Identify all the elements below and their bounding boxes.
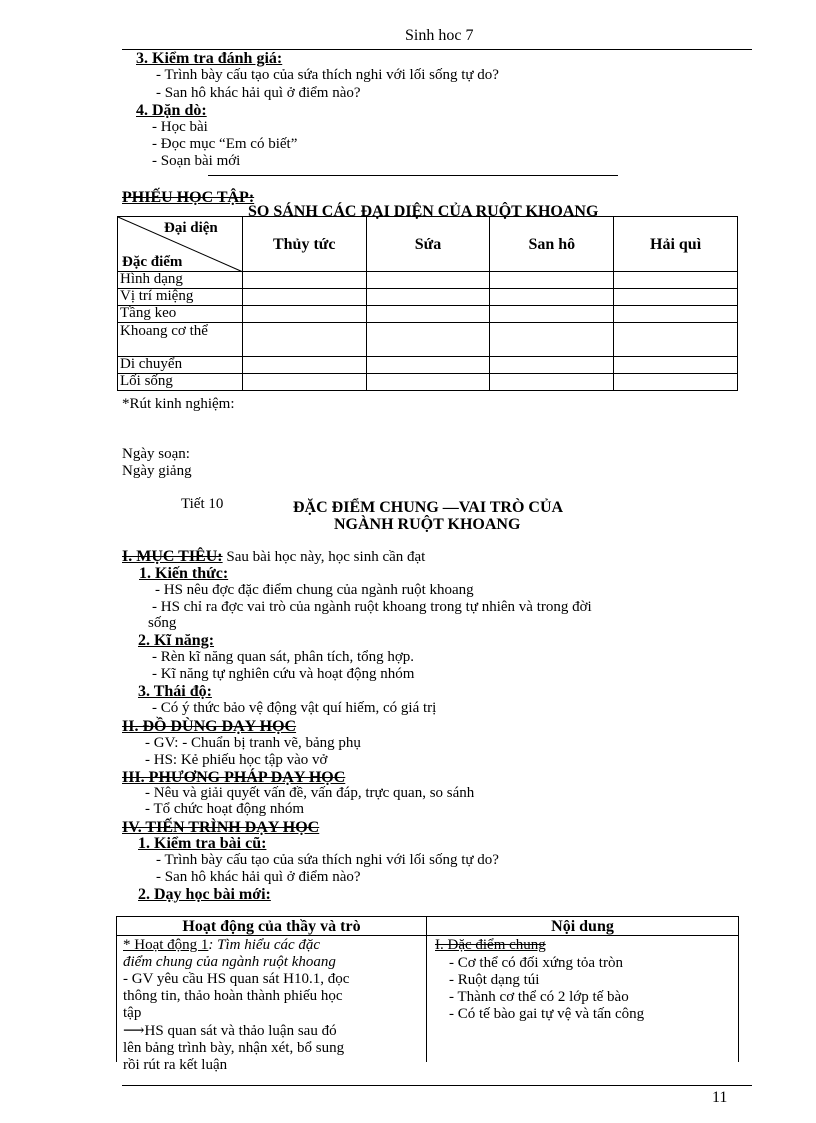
phieu-heading: PHIẾU HỌC TẬP:: [122, 189, 255, 206]
right-item: - Ruột dạng túi: [449, 972, 540, 988]
page-number: 11: [712, 1089, 728, 1106]
left-line: HS quan sát và thảo luận sau đó: [144, 1023, 337, 1039]
column-header: Sứa: [366, 217, 490, 272]
right-item: - Có tế bào gai tự vệ và tấn công: [449, 1006, 645, 1022]
list-item: - Học bài: [152, 119, 208, 135]
kien-thuc-heading: 1. Kiến thức:: [139, 565, 229, 582]
hd1-label: * Hoạt động 1: [123, 937, 209, 953]
left-line: lên bảng trình bày, nhận xét, bổ sung: [123, 1040, 345, 1056]
kiem-tra-bai-cu-heading: 1. Kiểm tra bài cũ:: [138, 835, 267, 852]
ki-nang-heading: 2. Kĩ năng:: [138, 632, 215, 649]
corner-bottom-label: Đặc điểm: [122, 254, 183, 270]
dan-do-heading: 4. Dặn dò:: [136, 102, 207, 119]
left-line: tập: [123, 1005, 142, 1021]
left-line: rồi rút ra kết luận: [123, 1057, 228, 1073]
row-label: Hình dạng: [118, 272, 243, 289]
thai-do-heading: 3. Thái độ:: [138, 683, 212, 700]
table-corner-cell: [118, 217, 243, 272]
left-line-arrow: [123, 1023, 337, 1040]
list-item: - HS: Kẻ phiếu học tập vào vở: [145, 752, 328, 768]
tien-trinh-heading: IV. TIẾN TRÌNH DẠY HỌC: [122, 819, 320, 836]
lesson-title-line2: NGÀNH RUỘT KHOANG: [334, 516, 521, 533]
hd1-line: [123, 937, 320, 954]
list-item: - Tổ chức hoạt động nhóm: [145, 801, 305, 817]
list-item: - GV: - Chuẩn bị tranh vẽ, bảng phụ: [145, 735, 361, 751]
muc-tieu-text: Sau bài học này, học sinh cần đạt: [222, 549, 426, 565]
phieu-title: SO SÁNH CÁC ĐẠI DIỆN CỦA RUỘT KHOANG: [248, 203, 599, 220]
footer-rule: [122, 1085, 752, 1086]
right-heading: I. Đặc điểm chung: [435, 937, 546, 953]
activity-col2-header: Nội dung: [551, 918, 614, 935]
table-row: [118, 357, 738, 374]
table-row: [118, 374, 738, 391]
do-dung-heading: II. ĐỒ DÙNG DẠY HỌC: [122, 718, 297, 735]
table-row: [118, 272, 738, 289]
list-item: - Có ý thức bảo vệ động vật quí hiếm, có giá trị: [152, 700, 437, 716]
row-label: Di chuyển: [118, 357, 243, 374]
row-label: Lối sống: [118, 374, 243, 391]
list-item: - San hô khác hải quì ở điểm nào?: [156, 85, 361, 101]
table-row: [118, 289, 738, 306]
day-hoc-heading: 2. Dạy học bài mới:: [138, 886, 271, 903]
phuong-phap-heading: III. PHƯƠNG PHÁP DẠY HỌC: [122, 769, 346, 786]
muc-tieu-heading: I. MỤC TIÊU:: [122, 548, 223, 565]
list-item: - Đọc mục “Em có biết”: [152, 136, 298, 152]
corner-top-label: Đại diện: [164, 220, 218, 236]
activity-table: [116, 916, 739, 1073]
list-item: sống: [148, 615, 177, 631]
header-divider: [117, 935, 738, 936]
tiet-label: Tiết 10: [181, 496, 224, 512]
list-item: - Trình bày cấu tạo của sứa thích nghi với lối sống tự do?: [156, 67, 499, 83]
list-item: - Nêu và giải quyết vấn đề, vấn đáp, trực quan, so sánh: [145, 785, 475, 801]
row-label: Khoang cơ thể: [118, 323, 243, 357]
hd1-title-2: điểm chung của ngành ruột khoang: [123, 954, 336, 970]
phieu-table: [117, 216, 738, 391]
lesson-title-line1: ĐẶC ĐIỂM CHUNG —VAI TRÒ CỦA: [293, 499, 564, 516]
list-item: - HS chỉ ra đợc vai trò của ngành ruột khoang trong tự nhiên và trong đời: [152, 599, 592, 615]
left-line: - GV yêu cầu HS quan sát H10.1, đọc: [123, 971, 350, 987]
table-row: [118, 323, 738, 357]
column-header: San hô: [490, 217, 614, 272]
arrow-right-icon: ⟶: [123, 1023, 145, 1039]
ngay-soan: Ngày soạn:: [122, 446, 190, 462]
ngay-giang: Ngày giảng: [122, 463, 192, 479]
divider: [208, 175, 618, 176]
list-item: - Trình bày cấu tạo của sứa thích nghi với lối sống tự do?: [156, 852, 499, 868]
rut-kinh-nghiem: *Rút kinh nghiệm:: [122, 396, 235, 412]
list-item: - Soạn bài mới: [152, 153, 241, 169]
column-header: Thủy tức: [242, 217, 366, 272]
list-item: - Rèn kĩ năng quan sát, phân tích, tổng hợp.: [152, 649, 415, 665]
list-item: - San hô khác hải quì ở điểm nào?: [156, 869, 361, 885]
activity-col1-header: Hoạt động của thầy và trò: [182, 918, 361, 935]
column-divider: [426, 917, 427, 1062]
right-item: - Cơ thể có đối xứng tỏa tròn: [449, 955, 623, 971]
left-line: thông tin, thảo hoàn thành phiếu học: [123, 988, 343, 1004]
row-label: Vị trí miệng: [118, 289, 243, 306]
list-item: - Kĩ năng tự nghiên cứu và hoạt động nhóm: [152, 666, 415, 682]
muc-tieu-line: [122, 548, 425, 566]
column-header: Hải quì: [614, 217, 738, 272]
right-item: - Thành cơ thể có 2 lớp tế bào: [449, 989, 629, 1005]
table-row: [118, 306, 738, 323]
header-title: Sinh hoc 7: [405, 27, 474, 44]
list-item: - HS nêu đợc đặc điểm chung của ngành ruột khoang: [155, 582, 474, 598]
row-label: Tầng keo: [118, 306, 243, 323]
kiem-tra-heading: 3. Kiểm tra đánh giá:: [136, 50, 283, 67]
hd1-title: : Tìm hiểu các đặc: [208, 937, 321, 953]
